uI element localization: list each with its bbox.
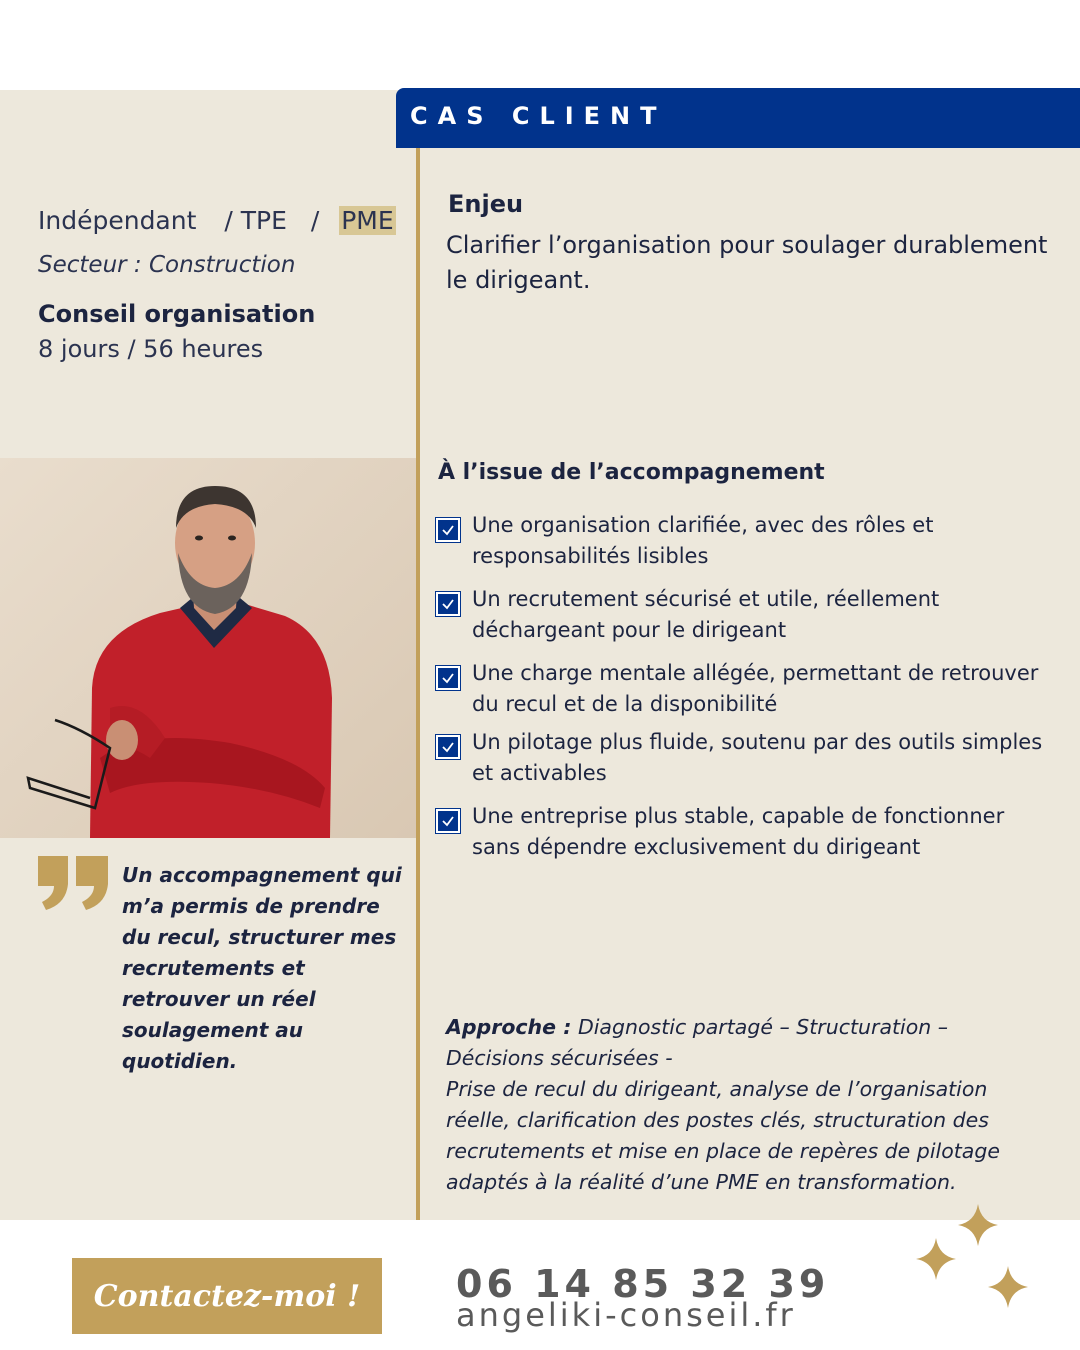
website-link[interactable]: angeliki-conseil.fr xyxy=(456,1296,796,1334)
contact-button[interactable] xyxy=(72,1258,382,1334)
approche-summary: Diagnostic partagé – Structuration – Décisions sécurisées - xyxy=(446,1015,949,1070)
secteur-label: Secteur : Construction xyxy=(38,252,296,278)
banner-title: CAS CLIENT xyxy=(410,102,667,130)
phone-number[interactable]: 06 14 85 32 39 xyxy=(456,1262,830,1306)
checkbox-icon xyxy=(436,666,460,690)
client-segments xyxy=(38,206,396,235)
quote-icon xyxy=(36,842,110,916)
checkbox-icon xyxy=(436,518,460,542)
checkbox-icon xyxy=(436,809,460,833)
client-photo xyxy=(0,458,416,838)
contact-button-label: Contactez-moi ! xyxy=(93,1278,361,1314)
enjeu-heading: Enjeu xyxy=(448,190,524,218)
approche-detail: Prise de recul du dirigeant, analyse de l’organisation réelle, clarification des postes clés, structuration des recrutements et mise en place de repères de pilotage adaptés à la réalité d’une PME en transformation. xyxy=(446,1077,1000,1194)
list-item-text: Un recrutement sécurisé et utile, réellement déchargeant pour le dirigeant xyxy=(472,587,940,642)
list-item-text: Une organisation clarifiée, avec des rôles et responsabilités lisibles xyxy=(472,513,934,568)
man-portrait-illustration xyxy=(0,458,416,838)
testimonial-text: Un accompagnement qui m’a permis de prendre du recul, structurer mes recrutements et retrouver un réel soulagement au quotidien. xyxy=(122,863,402,1073)
enjeu-text: Clarifier l’organisation pour soulager durablement le dirigeant. xyxy=(446,231,1048,294)
list-item-text: Une entreprise plus stable, capable de fonctionner sans dépendre exclusivement du dirigeant xyxy=(472,804,1005,859)
list-item-text: Un pilotage plus fluide, soutenu par des outils simples et activables xyxy=(472,730,1043,785)
approche-block xyxy=(446,1012,1046,1198)
service-duration: 8 jours / 56 heures xyxy=(38,335,264,363)
approche-label: Approche : xyxy=(446,1015,572,1039)
segment-tpe: / TPE xyxy=(224,206,287,235)
segment-separator: / xyxy=(310,206,320,235)
vertical-divider xyxy=(416,148,420,1220)
checkbox-icon xyxy=(436,735,460,759)
service-title: Conseil organisation xyxy=(38,300,316,328)
segment-pme: PME xyxy=(341,206,394,235)
list-item-text: Une charge mentale allégée, permettant de retrouver du recul et de la disponibilité xyxy=(472,661,1039,716)
segment-independant: Indépendant xyxy=(38,206,197,235)
header-banner xyxy=(396,88,1080,148)
results-heading: À l’issue de l’accompagnement xyxy=(438,460,825,485)
checkbox-icon xyxy=(436,592,460,616)
sparkle-icon xyxy=(908,1200,1038,1319)
